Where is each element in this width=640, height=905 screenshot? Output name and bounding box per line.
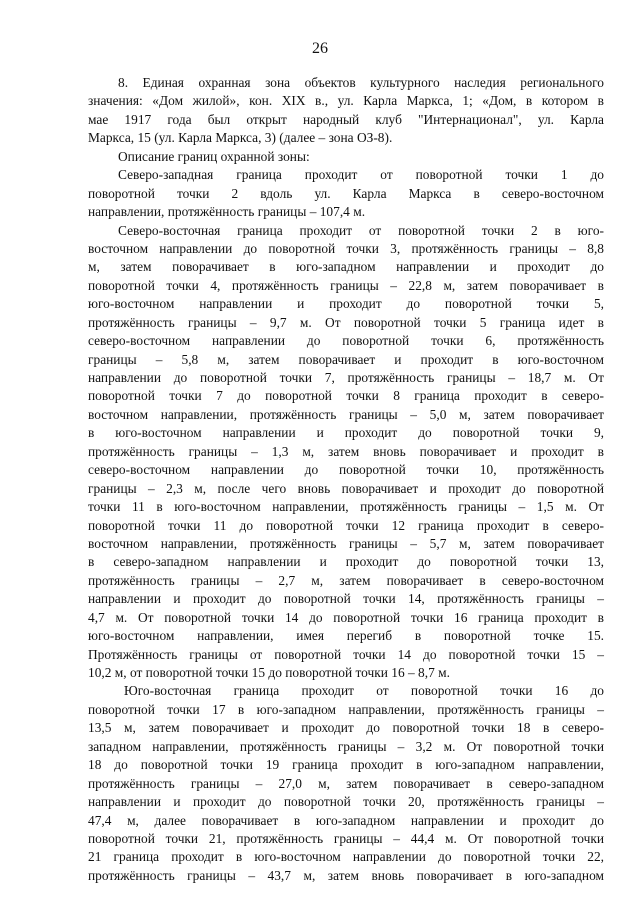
text-line: поворотной точки 2 вдоль ул. Карла Маркса в северо-восточном [88, 185, 604, 201]
text-line: протяжённость границы – 9,7 м. От поворотной точки 5 граница идет в [88, 314, 604, 330]
text-line: восточном направлении, протяжённость границы – 5,0 м, затем поворачивает [88, 406, 604, 422]
text-line: мае 1917 года был открыт народный клуб "Интернационал", ул. Карла [88, 111, 604, 127]
paragraph-description-heading [88, 148, 604, 166]
text-line: 8. Единая охранная зона объектов культурного наследия регионального [118, 75, 604, 90]
paragraph-northeast-border [88, 222, 604, 683]
text-line: направлении до поворотной точки 7, протяжённость границы – 18,7 м. От [88, 370, 604, 385]
text-line: протяжённость границы – 27,0 м, затем поворачивает в северо-западном [88, 775, 604, 791]
text-line: в юго-восточном направлении и проходит до поворотной точки 9, [88, 425, 604, 441]
text-line: поворотной точки 11 до поворотной точки 12 граница проходит в северо- [88, 517, 604, 533]
text-line: направлении и проходит до поворотной точки 20, протяжённость границы – [88, 794, 604, 810]
text-line: юго-восточном направлении и проходит до поворотной точки 5, [88, 296, 604, 312]
text-line: границы – 2,3 м, после чего вновь поворачивает и проходит до поворотной [88, 480, 604, 496]
text-line: северо-восточном направлении до поворотной точки 6, протяжённость [88, 333, 604, 349]
text-line: восточном направлении, протяжённость границы – 5,7 м, затем поворачивает [88, 535, 604, 551]
text-line: 18 до поворотной точки 19 граница проходит в юго-западном направлении, [88, 757, 604, 773]
text-line: в северо-западном направлении и проходит до поворотной точки 13, [88, 554, 604, 570]
text-line: протяжённость границы – 1,3 м, затем вновь поворачивает и проходит в [88, 443, 604, 459]
text-line: западном направлении, протяжённость границы – 3,2 м. От поворотной точки [88, 738, 604, 754]
text-line: 4,7 м. От поворотной точки 14 до поворотной точки 16 граница проходит в [88, 609, 604, 625]
text-line: Маркса, 15 (ул. Карла Маркса, 3) (далее – зона ОЗ-8). [88, 130, 393, 146]
text-line: протяжённость границы – 2,7 м, затем поворачивает в северо-восточном [88, 572, 604, 588]
text-line: юго-восточном направлении, имея перегиб в поворотной точке 15. [88, 628, 604, 644]
text-line: м, затем поворачивает в юго-западном направлении и проходит до [88, 259, 604, 275]
document-body [88, 74, 604, 885]
text-line: 21 граница проходит в юго-восточном направлении до поворотной точки 22, [88, 849, 604, 865]
text-line: Северо-западная граница проходит от поворотной точки 1 до [118, 167, 604, 183]
text-line: восточном направлении до поворотной точки 3, протяжённость границы – 8,8 [88, 240, 604, 256]
text-line: поворотной точки 4, протяжённость границы – 22,8 м, затем поворачивает в [88, 277, 604, 293]
text-line: поворотной точки 21, протяжённость границы – 44,4 м. От поворотной точки [88, 830, 604, 846]
text-line: северо-восточном направлении до поворотной точки 10, протяжённость [88, 462, 604, 478]
text-line: Северо-восточная граница проходит от поворотной точки 2 в юго- [118, 222, 604, 238]
text-line: точки 11 в юго-восточном направлении, протяжённость границы – 1,5 м. От [88, 499, 604, 515]
text-line: Юго-восточная граница проходит от поворотной точки 16 до [124, 683, 604, 699]
text-line: поворотной точки 7 до поворотной точки 8 граница проходит в северо- [88, 388, 604, 404]
text-line: 10,2 м, от поворотной точки 15 до поворотной точки 16 – 8,7 м. [88, 665, 450, 680]
text-line: Описание границ охранной зоны: [118, 148, 310, 164]
text-line: протяжённость границы – 43,7 м, затем вновь поворачивает в юго-западном [88, 867, 604, 883]
text-line: 47,4 м, далее поворачивает в юго-западном направлении и проходит до [88, 812, 604, 828]
text-line: значения: «Дом жилой», кон. XIX в., ул. Карла Маркса, 1; «Дом, в котором в [88, 93, 604, 109]
text-line: 13,5 м, затем поворачивает и проходит до поворотной точки 18 в северо- [88, 720, 604, 736]
text-line: направлении, протяжённость границы – 107,4 м. [88, 204, 366, 220]
page-number: 26 [312, 40, 328, 57]
text-line: поворотной точки 17 в юго-западном направлении, протяжённость границы – [88, 701, 604, 717]
paragraph-zone-title [88, 74, 604, 148]
paragraph-southeast-border [88, 682, 604, 885]
paragraph-northwest-border [88, 166, 604, 221]
text-line: Протяжённость границы от поворотной точки 14 до поворотной точки 15 – [88, 646, 604, 662]
text-line: границы – 5,8 м, затем поворачивает и проходит в юго-восточном [88, 351, 604, 367]
text-line: направлении и проходит до поворотной точки 14, протяжённость границы – [88, 591, 604, 607]
